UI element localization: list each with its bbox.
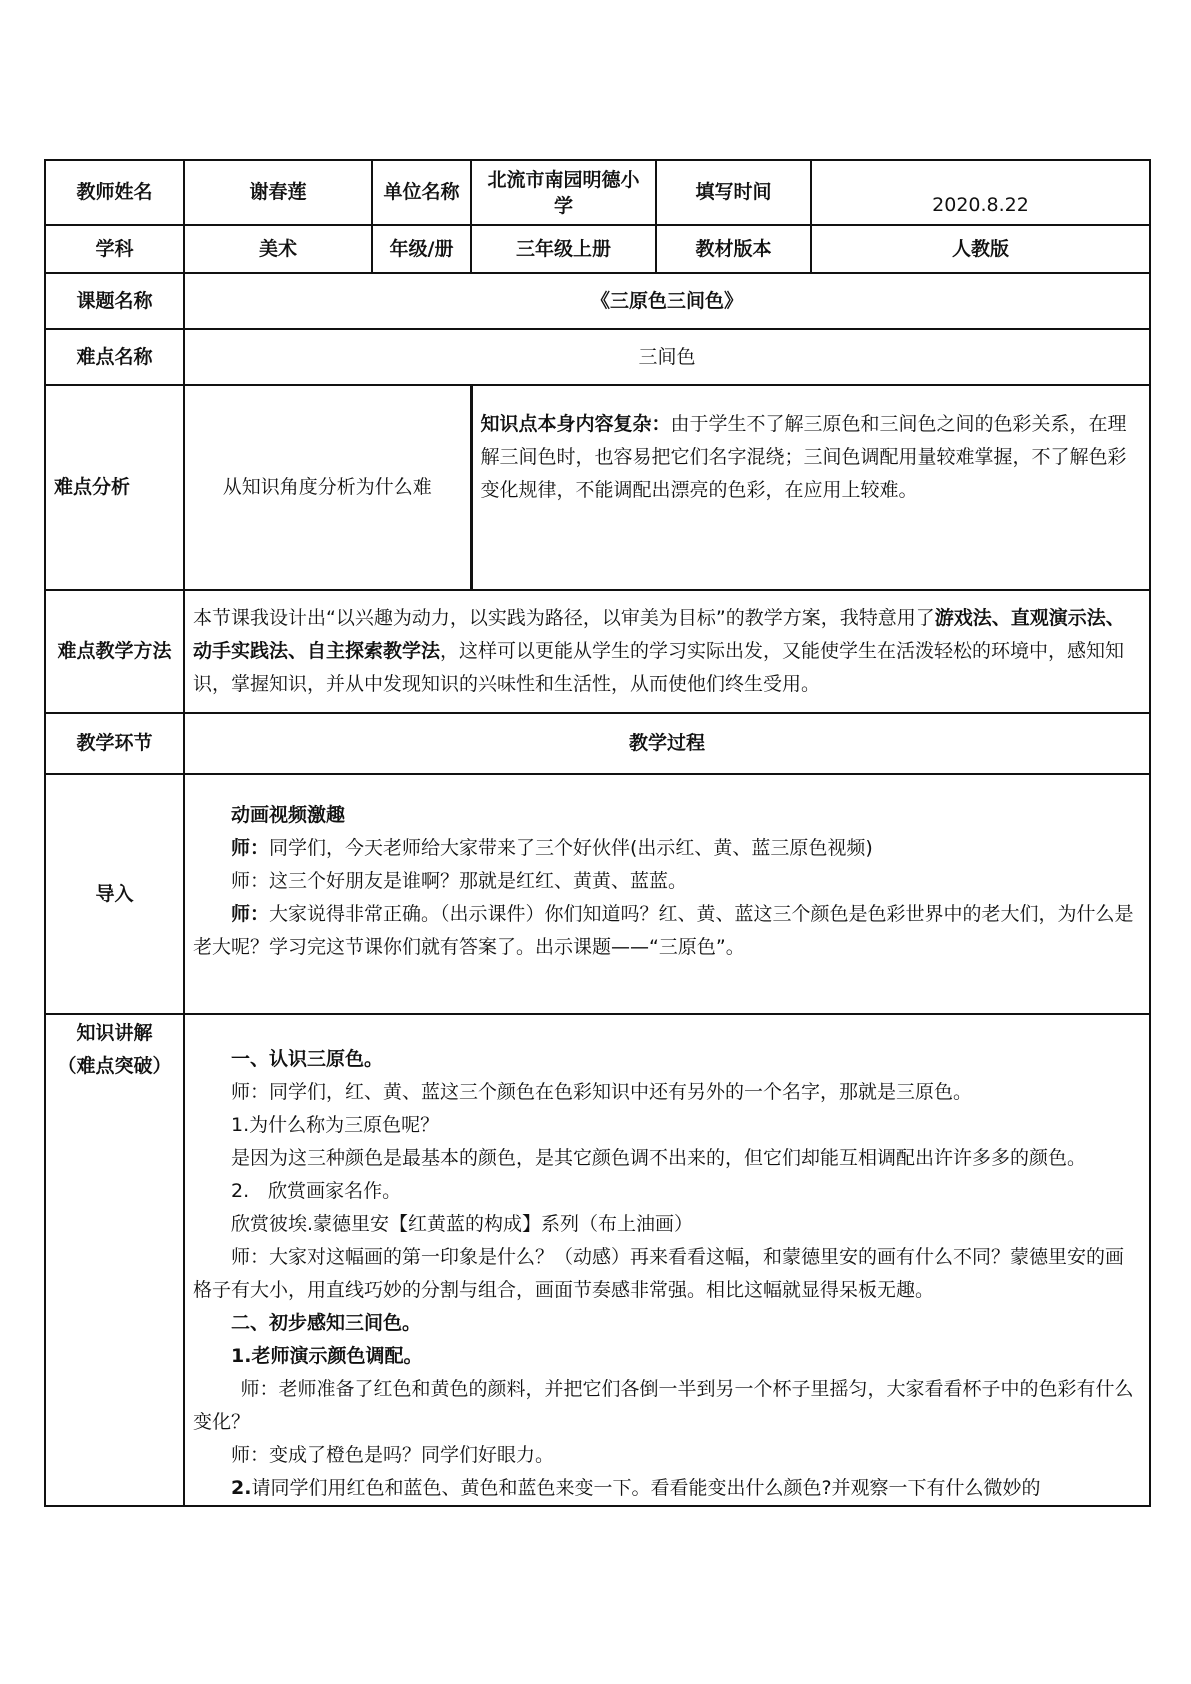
subject-value: 美术 [184,225,372,273]
knowledge-label-1: 知识讲解 [76,1022,153,1044]
process-label: 教学环节 [45,713,184,774]
intro-label: 导入 [45,774,184,1014]
topic-label: 课题名称 [45,273,184,329]
edition-value: 人教版 [811,225,1150,273]
method-text-a: 本节课我设计出“以兴趣为动力，以实践为路径，以审美为目标”的教学方案，我特意用了 [193,607,935,629]
topic-value: 《三原色三间色》 [184,273,1150,329]
s2-p1: 师：老师准备了红色和黄色的颜料，并把它们各倒一半到另一个杯子里摇匀，大家看看杯子中的色彩有什么变化？ [193,1378,1134,1433]
topic-row [45,273,1150,329]
header-row-1 [45,160,1150,225]
process-value: 教学过程 [184,713,1150,774]
knowledge-content [184,1014,1150,1506]
difficulty-row [45,329,1150,385]
intro-line-1 [193,832,1141,865]
knowledge-label-2: （难点突破） [57,1055,172,1077]
s1-p1: 师：同学们，红、黄、蓝这三个颜色在色彩知识中还有另外的一个名字，那就是三原色。 [231,1081,973,1103]
process-header-row [45,713,1150,774]
s2-q2-line [193,1472,1141,1505]
analysis-row [45,385,1150,590]
intro-title: 动画视频激趣 [231,804,346,826]
method-paragraph [193,602,1141,701]
s2-q2-text: 请同学们用红色和蓝色、黄色和蓝色来变一下。看看能变出什么颜色?并观察一下有什么微妙的 [251,1477,1041,1499]
s1-q2: 2. 欣赏画家名作。 [231,1180,402,1202]
s1-p3: 欣赏彼埃.蒙德里安【红黄蓝的构成】系列（布上油画） [231,1213,694,1235]
intro-content [184,774,1150,1014]
date-value: 2020.8.22 [811,160,1150,225]
difficulty-label: 难点名称 [45,329,184,385]
intro-line-3 [193,898,1141,964]
intro-l1-speaker: 师： [231,837,270,859]
grade-label: 年级/册 [372,225,471,273]
s1-p4: 师：大家对这幅画的第一印象是什么？（动感）再来看看这幅，和蒙德里安的画有什么不同？蒙德里安的画格子有大小，用直线巧妙的分割与组合，画面节奏感非常强。相比这幅就显得呆板无趣。 [193,1246,1125,1301]
analysis-content [471,385,1150,590]
method-text-bold: 游戏法、直观演示法、动手实践法、自主探索教学法 [193,607,1125,662]
analysis-paragraph [481,408,1142,507]
analysis-text: 由于学生不了解三原色和三间色之间的色彩关系，在理解三间色时，也容易把它们名字混绕；三间色调配用量较难掌握，不了解色彩变化规律，不能调配出漂亮的色彩，在应用上较难。 [480,413,1127,501]
method-text-b: ，这样可以更能从学生的学习实际出发，又能使学生在活泼轻松的环境中，感知知识，掌握知识，并从中发现知识的兴味性和生活性，从而使他们终生受用。 [193,640,1125,695]
edition-label: 教材版本 [656,225,811,273]
s2-q2-number: 2. [231,1477,252,1499]
s1-p2: 是因为这三种颜色是最基本的颜色，是其它颜色调不出来的，但它们却能互相调配出许许多多的颜色。 [231,1147,1087,1169]
s1-title: 一、认识三原色。 [231,1048,384,1070]
teacher-label: 教师姓名 [45,160,184,225]
header-row-2 [45,225,1150,273]
method-label: 难点教学方法 [45,590,184,713]
knowledge-label [45,1014,184,1506]
analysis-bold-lead: 知识点本身内容复杂： [480,413,671,435]
s2-title: 二、初步感知三间色。 [231,1312,422,1334]
analysis-sub-label: 从知识角度分析为什么难 [184,385,471,590]
analysis-label: 难点分析 [45,385,184,590]
difficulty-value: 三间色 [184,329,1150,385]
method-content [184,590,1150,713]
intro-row [45,774,1150,1014]
s2-q1: 1.老师演示颜色调配。 [231,1345,423,1367]
date-label: 填写时间 [656,160,811,225]
subject-label: 学科 [45,225,184,273]
s2-p2: 师：变成了橙色是吗？同学们好眼力。 [231,1444,555,1466]
grade-value: 三年级上册 [471,225,656,273]
unit-value: 北流市南园明德小学 [471,160,656,225]
s1-q1: 1.为什么称为三原色呢？ [231,1114,440,1136]
knowledge-row [45,1014,1150,1506]
lesson-plan-table [44,159,1151,1507]
intro-l3-text: 大家说得非常正确。（出示课件）你们知道吗？红、黄、蓝这三个颜色是色彩世界中的老大们，为什么是老大呢？学习完这节课你们就有答案了。出示课题——“三原色”。 [193,903,1134,958]
intro-line-2: 师：这三个好朋友是谁啊？那就是红红、黄黄、蓝蓝。 [231,870,688,892]
intro-l1-text: 同学们，今天老师给大家带来了三个好伙伴(出示红、黄、蓝三原色视频) [269,837,873,859]
unit-label: 单位名称 [372,160,471,225]
intro-l3-speaker: 师： [231,903,270,925]
method-row [45,590,1150,713]
teacher-value: 谢春莲 [184,160,372,225]
